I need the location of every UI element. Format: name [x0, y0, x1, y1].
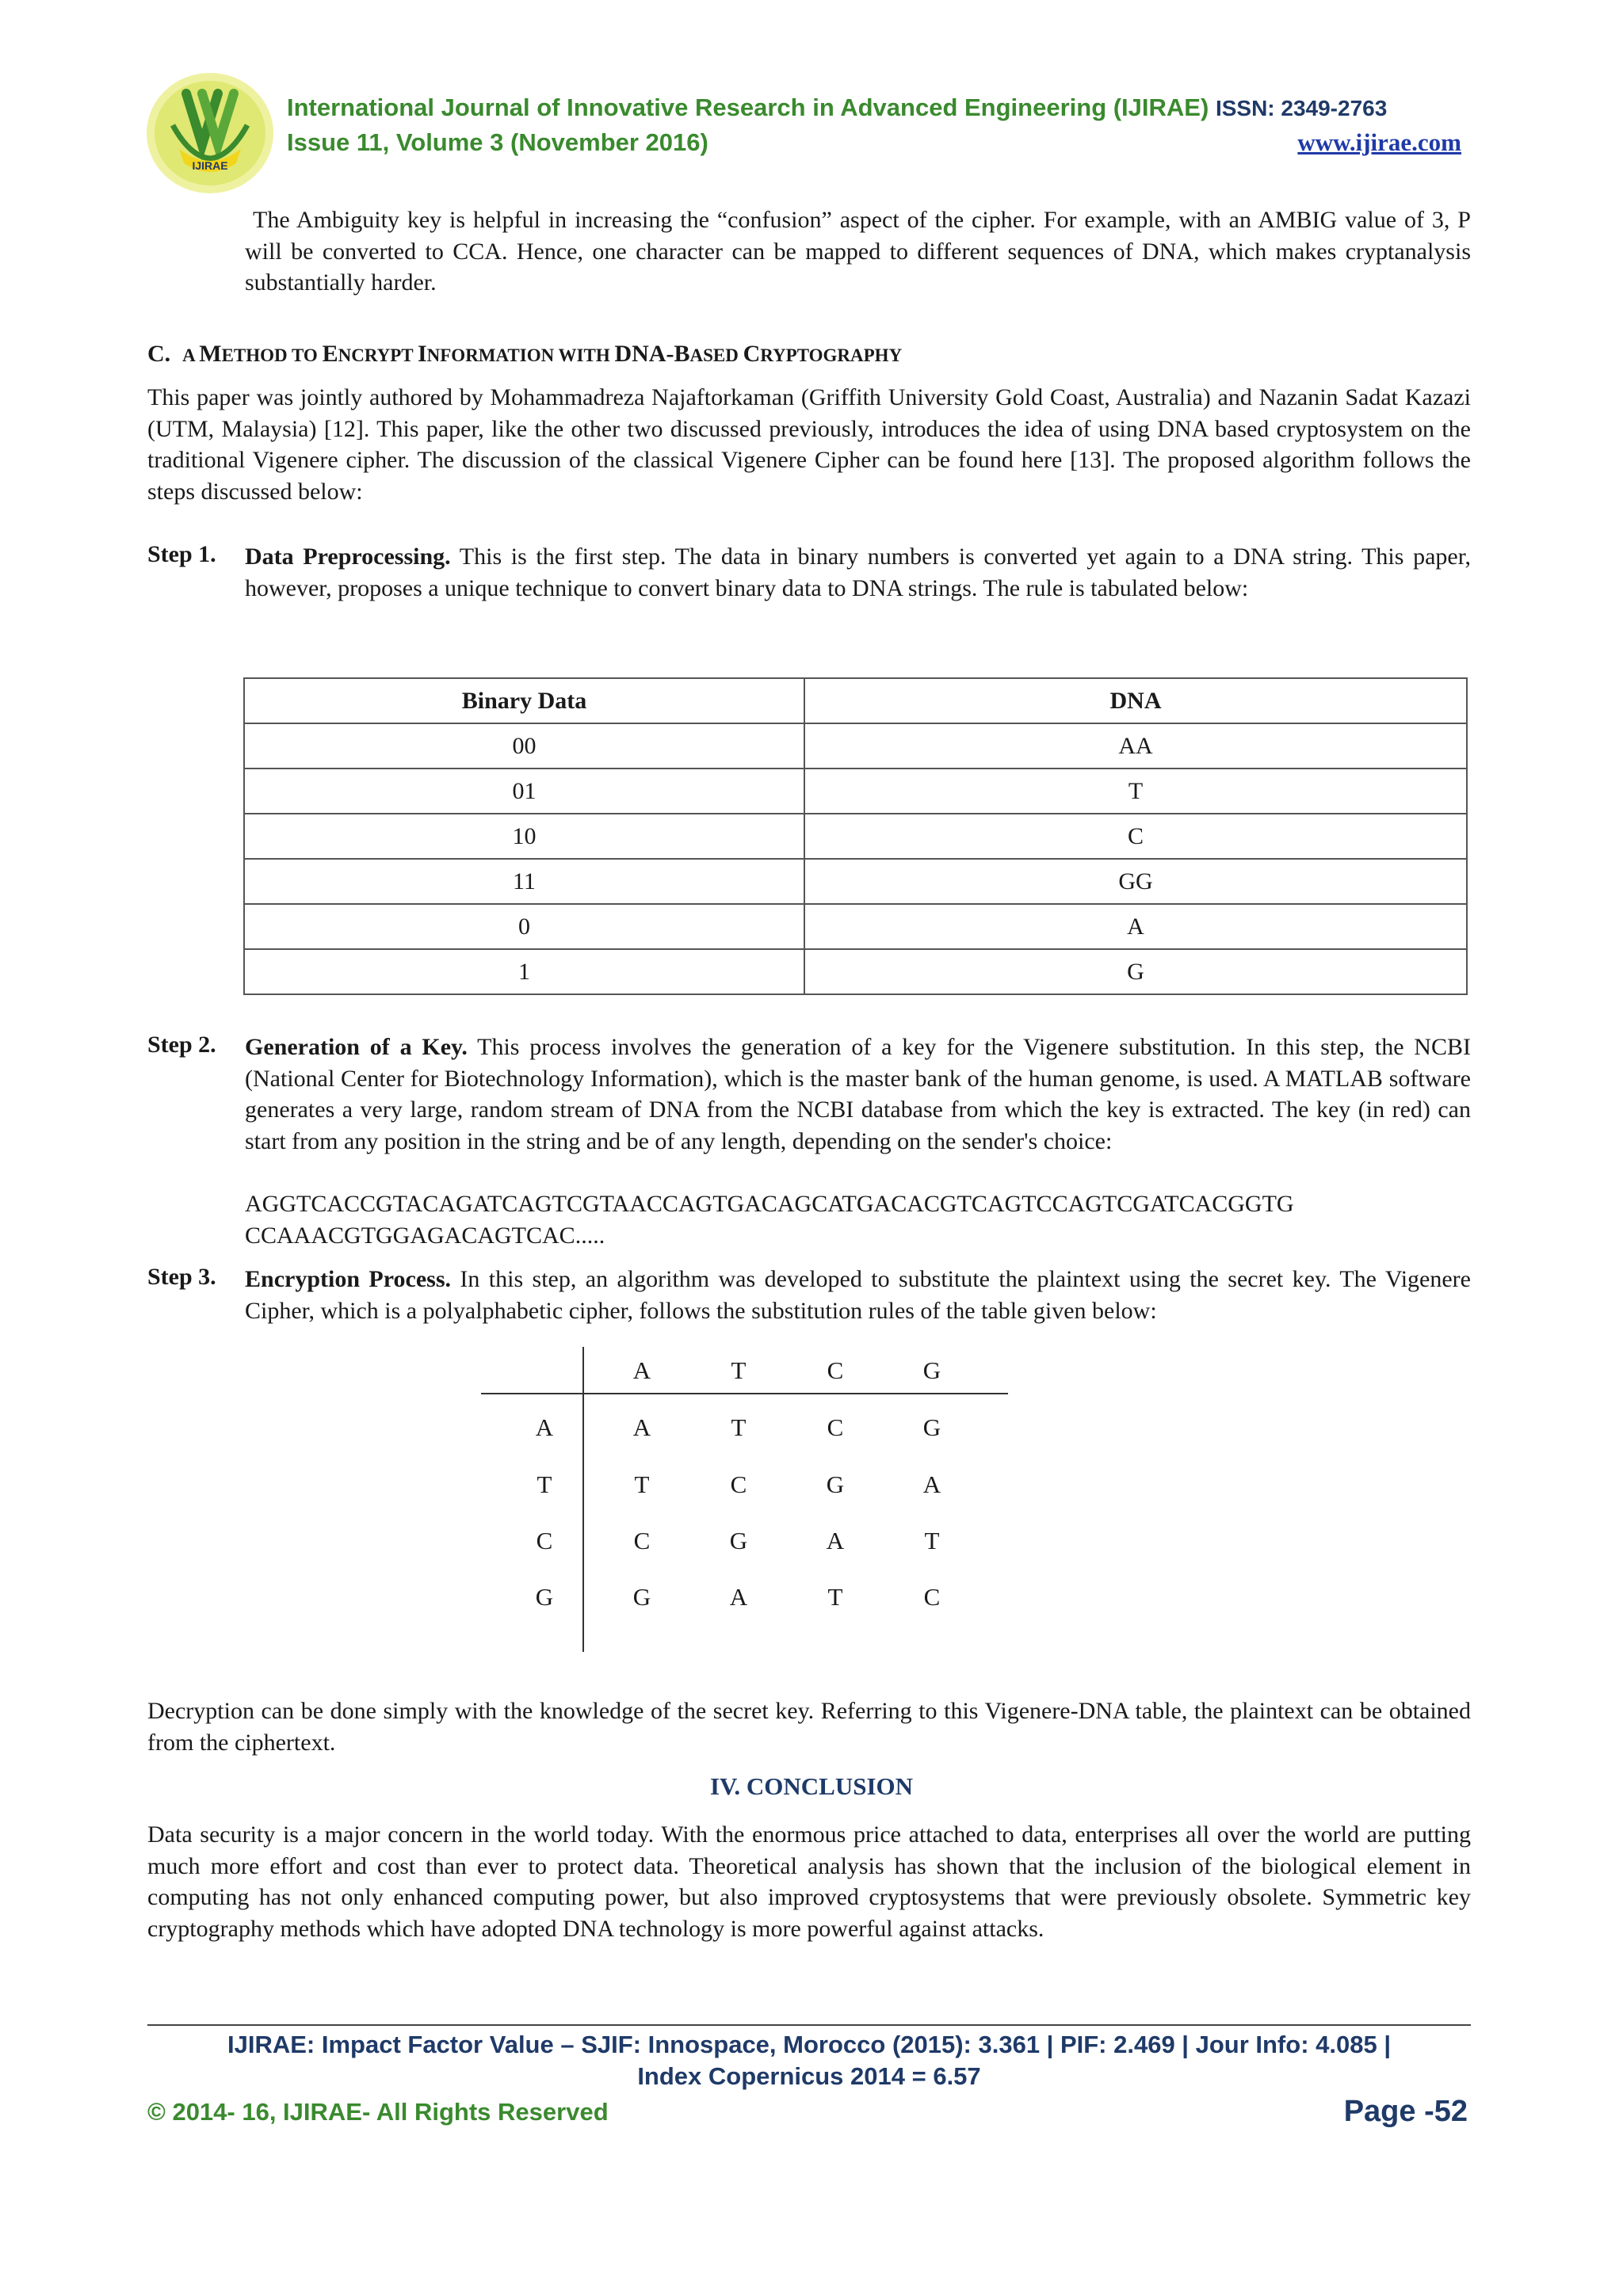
- page-number: Page -52: [1343, 2095, 1468, 2128]
- row-header: T: [537, 1470, 552, 1498]
- table-column-rule: [582, 1347, 584, 1652]
- svg-text:IJIRAE: IJIRAE: [192, 159, 228, 172]
- col-header: C: [827, 1356, 844, 1384]
- footer-index-line: Index Copernicus 2014 = 6.57: [637, 2062, 981, 2090]
- table-cell: AA: [804, 723, 1467, 769]
- table-cell: T: [804, 769, 1467, 814]
- step-2-label: Step 2.: [147, 1032, 216, 1058]
- table-cell: G: [729, 1527, 748, 1554]
- table-row: [244, 769, 1467, 814]
- table-cell: C: [827, 1413, 844, 1441]
- table-cell: 10: [244, 814, 804, 859]
- table-row: [244, 859, 1467, 904]
- step-2-text: Generation of a Key. This process involves the generation of a key for the Vigenere substitution. In this step, the NCBI (National Center for Biotechnology Information), which is the master bank of the human genome, is used. A MATLAB software generates a very large, random stream of DNA from the NCBI database from which the key is extracted. The key (in red) can start from any position in the string and be of any length, depending on the sender's choice:: [245, 1034, 1471, 1154]
- table-cell: T: [827, 1583, 843, 1611]
- col-header: G: [922, 1356, 941, 1384]
- table-header-rule: [481, 1393, 1008, 1394]
- table-header-row: [244, 678, 1467, 723]
- footer-divider: [147, 2024, 1471, 2026]
- section-c-heading: C. A METHOD TO ENCRYPT INFORMATION WITH DNA-BASED CRYPTOGRAPHY: [147, 341, 903, 367]
- table-header: DNA: [804, 678, 1467, 723]
- table-cell: G: [632, 1583, 651, 1611]
- row-header: A: [535, 1413, 554, 1441]
- table-row: [244, 904, 1467, 949]
- table-cell: 01: [244, 769, 804, 814]
- table-row: [244, 949, 1467, 994]
- issn: ISSN: 2349-2763: [1215, 96, 1388, 120]
- step-1-text: Data Preprocessing. This is the first step. The data in binary numbers is converted yet again to a DNA string. This paper, however, proposes a unique technique to convert binary data to DNA strings. The rule is tabulated below:: [245, 543, 1471, 601]
- table-cell: A: [922, 1470, 941, 1498]
- dna-key-sequence: AGGTCACCGTACAGATCAGTCGTAACCAGTGACAGCATGACACGTCAGTCCAGTCGATCACGGTG CCAAACGTGGAGACAGTCAC.....: [245, 1191, 1294, 1249]
- table-cell: C: [923, 1583, 941, 1611]
- footer-impact-line: IJIRAE: Impact Factor Value – SJIF: Innospace, Morocco (2015): 3.361 | PIF: 2.469 | Jour Info: 4.085 |: [227, 2031, 1391, 2058]
- table-cell: GG: [804, 859, 1467, 904]
- table-cell: A: [729, 1583, 748, 1611]
- binary-dna-table: [243, 677, 1468, 995]
- journal-url-link[interactable]: www.ijirae.com: [1297, 128, 1461, 156]
- table-cell: A: [632, 1413, 651, 1441]
- table-cell: 11: [244, 859, 804, 904]
- table-cell: C: [633, 1527, 651, 1554]
- vigenere-dna-table: [481, 1347, 1008, 1652]
- col-header: A: [632, 1356, 651, 1384]
- decryption-paragraph: Decryption can be done simply with the knowledge of the secret key. Referring to this Vigenere-DNA table, the plaintext can be obtained from the ciphertext.: [147, 1698, 1471, 1756]
- row-header: C: [536, 1527, 553, 1554]
- section-c-paragraph: This paper was jointly authored by Mohammadreza Najaftorkaman (Griffith University Gold Coast, Australia) and Nazanin Sadat Kazazi (UTM, Malaysia) [12]. This paper, like the other two discussed previously, introduces the idea of using DNA based cryptosystem on the traditional Vigenere cipher. The discussion of the classical Vigenere Cipher can be found here [13]. The proposed algorithm follows the steps discussed below:: [147, 384, 1471, 505]
- table-cell: T: [634, 1470, 650, 1498]
- table-header: Binary Data: [244, 678, 804, 723]
- journal-logo: [143, 70, 277, 196]
- journal-title: International Journal of Innovative Research in Advanced Engineering (IJIRAE) ISSN: 2349-2763: [287, 93, 1388, 121]
- table-cell: A: [804, 904, 1467, 949]
- table-cell: 0: [244, 904, 804, 949]
- step-1-label: Step 1.: [147, 541, 216, 567]
- step-3-text: Encryption Process. In this step, an algorithm was developed to substitute the plaintext using the secret key. The Vigenere Cipher, which is a polyalphabetic cipher, follows the substitution rules of the table given below:: [245, 1266, 1471, 1324]
- col-header: T: [731, 1356, 747, 1384]
- table-cell: G: [826, 1470, 845, 1498]
- table-row: [244, 723, 1467, 769]
- table-cell: T: [731, 1413, 747, 1441]
- table-cell: A: [826, 1527, 845, 1554]
- conclusion-paragraph: Data security is a major concern in the world today. With the enormous price attached to data, enterprises all over the world are putting much more effort and cost than ever to protect data. Theoretical analysis has shown that the inclusion of the biological element in computing has not only enhanced computing power, but also improved cryptosystems that were previously obsolete. Symmetric key cryptography methods which have adopted DNA technology is more powerful against attacks.: [147, 1821, 1471, 1942]
- row-header: G: [535, 1583, 554, 1611]
- copyright: © 2014- 16, IJIRAE- All Rights Reserved: [147, 2098, 609, 2126]
- step-3-label: Step 3.: [147, 1264, 216, 1290]
- intro-paragraph: The Ambiguity key is helpful in increasing the “confusion” aspect of the cipher. For example, with an AMBIG value of 3, P will be converted to CCA. Hence, one character can be mapped to different sequences of DNA, which makes cryptanalysis substantially harder.: [245, 207, 1471, 296]
- table-cell: 00: [244, 723, 804, 769]
- table-cell: C: [804, 814, 1467, 859]
- table-cell: G: [922, 1413, 941, 1441]
- issue-info: Issue 11, Volume 3 (November 2016): [287, 128, 708, 156]
- table-cell: G: [804, 949, 1467, 994]
- table-row: [244, 814, 1467, 859]
- table-cell: T: [924, 1527, 940, 1554]
- conclusion-heading: IV. CONCLUSION: [709, 1772, 914, 1800]
- table-cell: C: [730, 1470, 747, 1498]
- table-cell: 1: [244, 949, 804, 994]
